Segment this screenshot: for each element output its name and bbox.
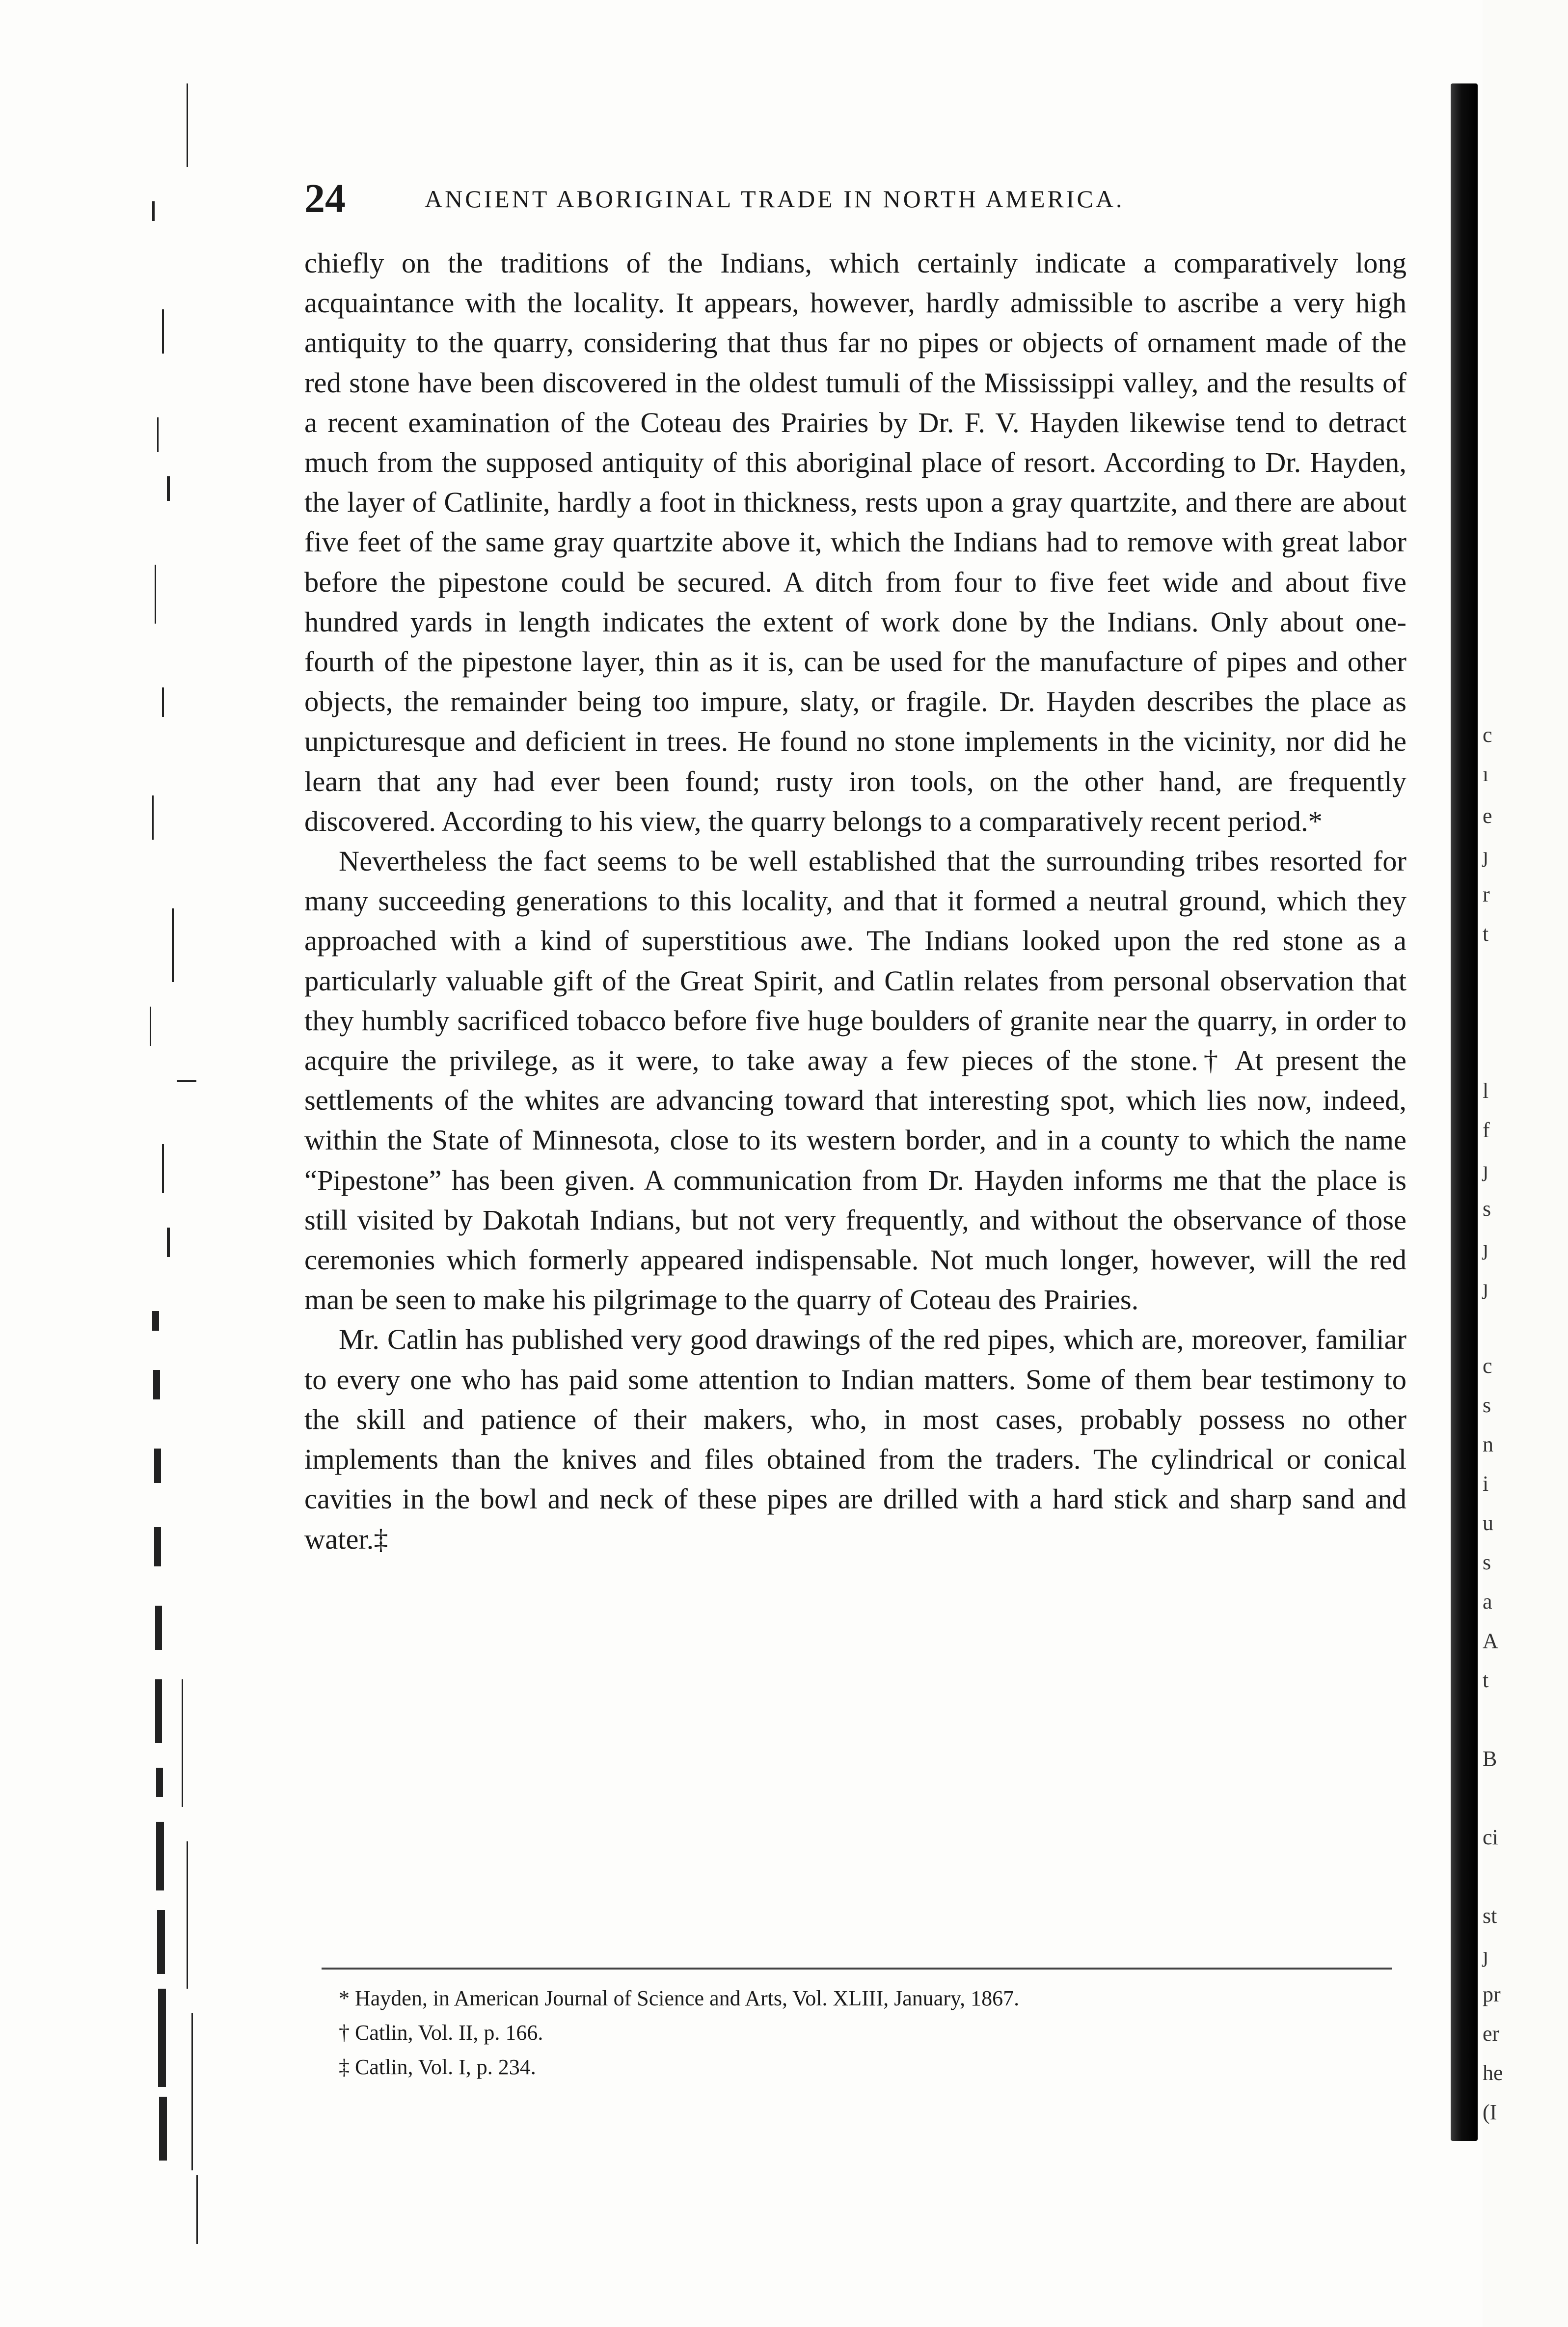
facing-page-fragment: f (1483, 1118, 1490, 1142)
facing-page-fragment: st (1483, 1904, 1497, 1928)
facing-page-fragment: s (1483, 1393, 1491, 1417)
facing-page-fragment: ȷ (1483, 1275, 1489, 1299)
facing-page-fragment: ȷ (1483, 1236, 1489, 1260)
facing-page-fragment: pr (1483, 1982, 1501, 2006)
paragraph: Mr. Catlin has published very good drawings of the red pipes, which are, moreover, familiar to every one who has paid some attention to Indian matters. Some of them bear testimony to the skill and patience of their makers, who, in most cases, probably possess no other implements than the knives and files obtained from the traders. The cylindrical or conical cavities in the bowl and neck of these pipes are drilled with a hard stick and sharp sand and water.‡ (304, 1323, 1406, 1555)
running-title: ANCIENT ABORIGINAL TRADE IN NORTH AMERICA. (425, 185, 1125, 213)
paragraph: Nevertheless the fact seems to be well established that the surrounding tribes resorted for many succeeding generations to this locality, and that it formed a neutral ground, which they approached with a kind of superstitious awe. The Indians looked upon the red stone as a particularly valuable gift of the Great Spirit, and Catlin relates from personal observation that they humbly sacrificed tobacco before five huge boulders of granite near the quarry, in order to acquire the privilege, as it were, to take away a few pieces of the stone.† At present the settlements of the whites are advancing toward that interesting spot, which lies now, indeed, within the State of Minnesota, close to its western border, and in a county to which the name “Pipestone” has been given. A communication from Dr. Hayden informs me that the place is still visited by Dakotah Indians, but not very frequently, and without the observance of those ceremonies which formerly appeared indispensable. Not much longer, however, will the red man be seen to make his pilgrimage to the quarry of Coteau des Prairies. (304, 845, 1406, 1316)
facing-page-fragment: er (1483, 2022, 1500, 2046)
body-text (304, 243, 1406, 1559)
gutter-scan-noise (133, 74, 221, 2259)
footnote: * Hayden, in American Journal of Science and Arts, Vol. XLIII, January, 1867. (339, 1986, 1020, 2010)
facing-page-fragment: i (1483, 1472, 1489, 1496)
facing-page-fragment: s (1483, 1197, 1491, 1221)
facing-page-fragment: c (1483, 723, 1492, 747)
facing-page-fragment: (I (1483, 2100, 1497, 2124)
facing-page-fragment: u (1483, 1511, 1493, 1535)
facing-page-fragment: ȷ (1483, 1157, 1489, 1181)
facing-page-fragment: B (1483, 1747, 1497, 1771)
footnote: ‡ Catlin, Vol. I, p. 234. (339, 2055, 536, 2079)
facing-page-fragment: ȷ (1483, 1943, 1489, 1967)
page-header (304, 172, 1414, 226)
facing-page-fragment: he (1483, 2061, 1503, 2085)
footnote-rule (322, 1968, 1392, 1970)
facing-page-fragment: l (1483, 1079, 1489, 1103)
facing-page-fragment: r (1483, 882, 1490, 906)
facing-page-fragment: ci (1483, 1825, 1498, 1849)
facing-page-fragment: A (1483, 1629, 1498, 1653)
footnote: † Catlin, Vol. II, p. 166. (339, 2021, 543, 2045)
facing-page-fragment: s (1483, 1550, 1491, 1574)
paragraph: chiefly on the traditions of the Indians, which certainly indicate a comparatively long acquaintance with the locality. It appears, however, hardly admissible to ascribe a very high antiquity to the quarry, considering that thus far no pipes or objects of ornament made of the red stone have been discovered in the oldest tumuli of the Mississippi valley, and the results of a recent examination of the Coteau des Prairies by Dr. F. V. Hayden likewise tend to detract much from the supposed antiquity of this aboriginal place of resort. According to Dr. Hayden, the layer of Catlinite, hardly a foot in thickness, rests upon a gray quartzite, and there are about five feet of the same gray quartzite above it, which the Indians had to remove with great labor before the pipestone could be secured. A ditch from four to five feet wide and about five hundred yards in length indicates the extent of work done by the Indians. Only about one-fourth of the pipestone layer, thin as it is, can be used for the manufacture of pipes and other objects, the remainder being too impure, slaty, or fragile. Dr. Hayden describes the place as unpicturesque and deficient in trees. He found no stone implements in the vicinity, nor did he learn that any had ever been found; rusty iron tools, on the other hand, are frequently discovered. According to his view, the quarry belongs to a comparatively recent period.* (304, 247, 1406, 837)
facing-page-fragment: e (1483, 804, 1492, 828)
footnotes (339, 1981, 1394, 2084)
facing-page-fragment: ȷ (1483, 843, 1489, 867)
facing-page-fragment: t (1483, 922, 1489, 946)
page-number: 24 (304, 176, 346, 221)
facing-page-fragment: ı (1483, 762, 1489, 786)
facing-page-fragment: t (1483, 1668, 1489, 1692)
facing-page-fragment: n (1483, 1432, 1493, 1456)
binding-shadow (1451, 83, 1478, 2141)
facing-page-fragment: a (1483, 1589, 1492, 1614)
facing-page-fragment: c (1483, 1354, 1492, 1378)
